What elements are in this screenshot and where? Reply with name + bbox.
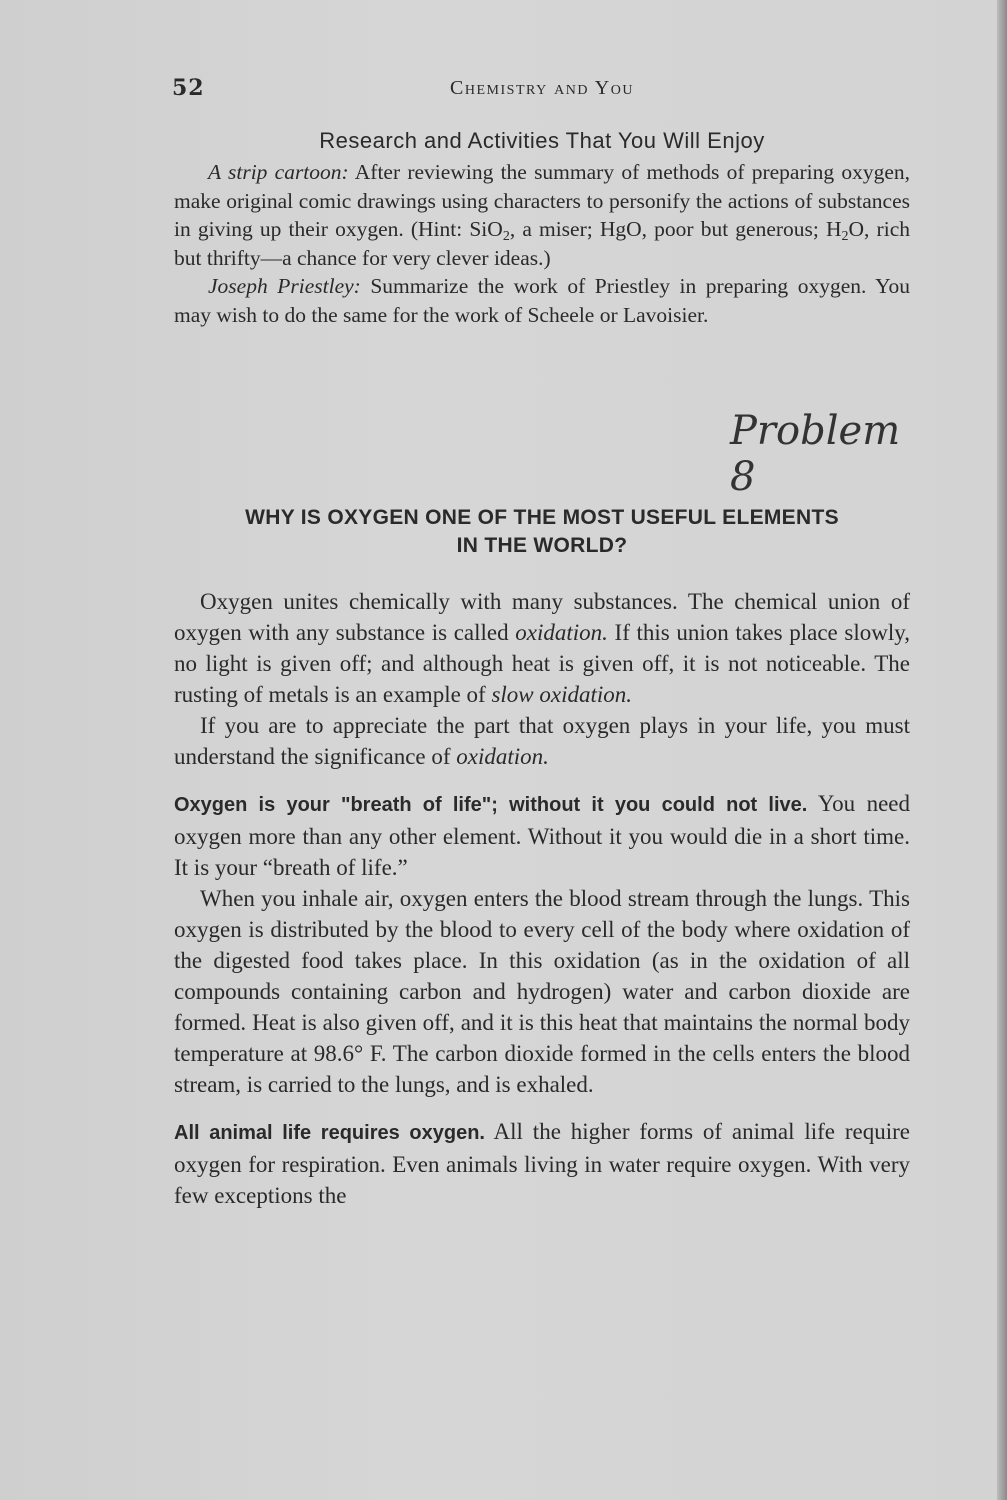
p5-lead: All animal life requires oxygen. [174,1122,485,1144]
problem-label [730,408,930,500]
page-header [172,75,912,105]
paragraph-breath-of-life [174,788,910,883]
main-heading-line-1: WHY IS OXYGEN ONE OF THE MOST USEFUL ELEMENTS [245,506,839,529]
problem-title: Problem 8 [730,408,901,500]
paragraph-oxidation [174,586,910,710]
activities-section [174,128,910,329]
p1-term-oxidation: oxidation. [515,620,608,645]
p3-lead: Oxygen is your "breath of life"; without it you could not live. [174,794,808,816]
strip-text-3: O, rich but thrifty—a chance for very clever ideas.) [174,217,910,270]
page-number: 52 [172,75,205,101]
spacer [174,772,910,788]
main-heading-line-2: IN THE WORLD? [456,534,628,557]
page-edge [997,0,1007,1500]
strip-cartoon-paragraph [174,158,910,272]
strip-sub-1: 2 [502,229,510,244]
paragraph-appreciate [174,710,910,772]
spacer [174,1100,910,1116]
strip-text-1: After reviewing the summary of methods of preparing oxygen, make original comic drawings using characters to personify the actions of substances in giving up their oxygen. (Hint: SiO [174,160,910,241]
p5-text: All the higher forms of animal life require oxygen for respiration. Even animals living in water require oxygen. With very few exceptions the [174,1119,910,1208]
activities-heading: Research and Activities That You Will Enjoy [319,128,765,153]
priestley-paragraph [174,272,910,329]
strip-cartoon-lead: A strip cartoon: [208,160,349,184]
priestley-lead: Joseph Priestley: [208,274,361,298]
main-heading [172,504,912,560]
paragraph-inhale: When you inhale air, oxygen enters the blood stream through the lungs. This oxygen is distributed by the blood to every cell of the body where oxidation of the digested food takes place. In this oxidation (as in the oxidation of all compounds containing carbon and hydrogen) water and carbon dioxide are formed. Heat is also given off, and it is this heat that maintains the normal body temperature at 98.6° F. The carbon dioxide formed in the cells enters the blood stream, is carried to the lungs, and is exhaled. [174,886,910,1097]
strip-sub-2: 2 [841,229,849,244]
paragraph-animal-life [174,1116,910,1211]
p3-text: You need oxygen more than any other element. Without it you would die in a short time. It is your “breath of life.” [174,791,910,880]
p2-text-a: If you are to appreciate the part that oxygen plays in your life, you must understand the significance of [174,713,910,769]
p2-term-oxidation: oxidation. [456,744,549,769]
priestley-text: Summarize the work of Priestley in preparing oxygen. You may wish to do the same for the work of Scheele or Lavoisier. [174,274,910,327]
running-head: Chemistry and You [450,77,634,99]
p1-term-slow-oxidation: slow oxidation. [491,682,633,707]
strip-text-2: , a miser; HgO, poor but generous; H [509,217,842,241]
p1-text-c: If this union takes place slowly, no light is given off; and although heat is given off, it is not noticeable. The rusting of metals is an example of [174,620,910,707]
p1-text-a: Oxygen unites chemically with many substances. The chemical union of oxygen with any substance is called [174,589,910,645]
body-text [174,586,910,1211]
